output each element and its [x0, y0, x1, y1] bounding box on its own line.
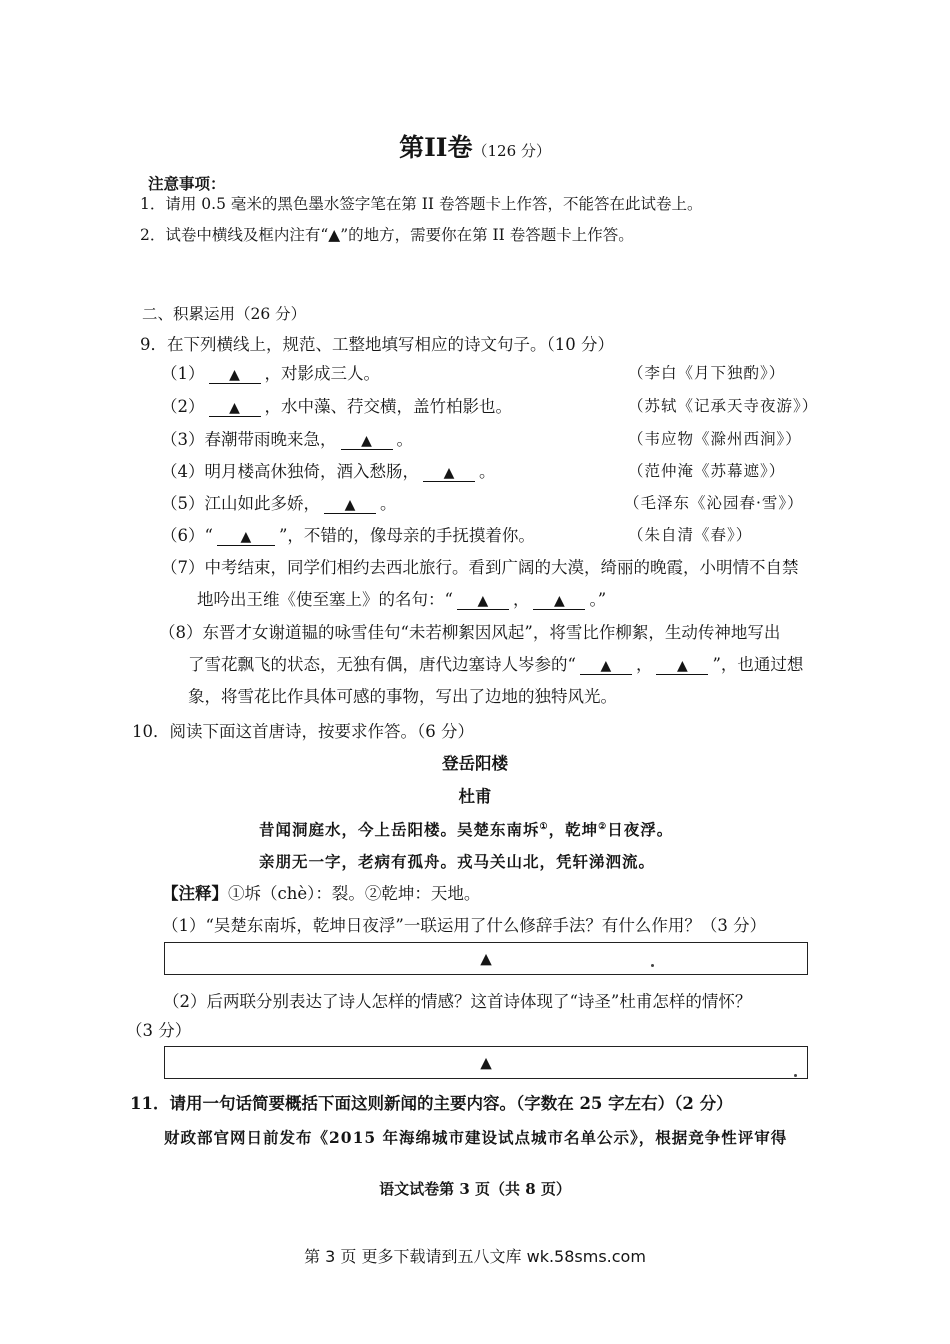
volume-score: （126 分） — [472, 142, 551, 160]
answer-blank[interactable]: ▲ — [209, 398, 261, 417]
question-9-item-8-line-2: 了雪花飘飞的状态，无独有偶，唐代边塞诗人岑参的“ ▲ ， ▲ ”，也通过想 — [188, 655, 804, 674]
scan-speck — [794, 1074, 797, 1077]
answer-blank[interactable]: ▲ — [341, 431, 393, 450]
section-heading: 二、积累运用（26 分） — [142, 305, 307, 323]
question-9-item-5: （5）江山如此多娇， ▲ 。 — [161, 494, 397, 513]
source-5: （毛泽东《沁园春·雪》） — [624, 494, 804, 512]
question-10-sub-2-line-1: （2）后两联分别表达了诗人怎样的情感？这首诗体现了“诗圣”杜甫怎样的情怀？ — [163, 992, 752, 1011]
question-9-item-2: （2） ▲ ，水中藻、荇交横，盖竹柏影也。 — [161, 397, 512, 416]
question-11-text: 财政部官网日前发布《2015 年海绵城市建设试点城市名单公示》，根据竞争性评审得 — [164, 1128, 788, 1147]
source-3: （韦应物《滁州西涧》） — [628, 430, 802, 448]
answer-box-10-2[interactable]: ▲ — [164, 1046, 808, 1079]
question-9-item-8-line-3: 象，将雪花比作具体可感的事物，写出了边地的独特风光。 — [188, 687, 617, 706]
source-6: （朱自清《春》） — [628, 526, 753, 544]
question-10-sub-2-line-2: （3 分） — [126, 1021, 192, 1040]
scan-speck — [651, 964, 654, 967]
answer-blank[interactable]: ▲ — [324, 495, 376, 514]
poem-notes: 【注释】①坼（chè）：裂。②乾坤：天地。 — [162, 884, 481, 903]
notice-heading: 注意事项： — [148, 174, 226, 193]
notice-item-2: 2．试卷中横线及框内注有“▲”的地方，需要你在第 II 卷答题卡上作答。 — [140, 226, 634, 244]
question-9-item-1: （1） ▲ ，对影成三人。 — [161, 364, 380, 383]
poem-line-2: 亲朋无一字，老病有孤舟。戎马关山北，凭轩涕泗流。 — [259, 852, 656, 871]
footnote-mark-2: ② — [598, 821, 608, 832]
question-10-sub-1: （1）“吴楚东南坼，乾坤日夜浮”一联运用了什么修辞手法？有什么作用？（3 分） — [162, 916, 767, 935]
poem-title: 登岳阳楼 — [442, 754, 508, 773]
question-9-item-7-line-1: （7）中考结束，同学们相约去西北旅行。看到广阔的大漠，绮丽的晚霞，小明情不自禁 — [161, 558, 799, 577]
source-4: （范仲淹《苏幕遮》） — [628, 462, 786, 480]
question-9-item-8-line-1: （8）东晋才女谢道韫的咏雪佳句“未若柳絮因风起”，将雪比作柳絮，生动传神地写出 — [159, 623, 781, 642]
question-11-stem: 11．请用一句话简要概括下面这则新闻的主要内容。（字数在 25 字左右）（2 分） — [130, 1094, 733, 1113]
question-10-stem: 10．阅读下面这首唐诗，按要求作答。（6 分） — [132, 722, 474, 741]
answer-blank[interactable]: ▲ — [457, 591, 509, 610]
answer-blank[interactable]: ▲ — [533, 591, 585, 610]
answer-box-10-1[interactable]: ▲ — [164, 942, 808, 975]
question-9-item-6: （6）“ ▲ ”，不错的，像母亲的手抚摸着你。 — [161, 526, 535, 545]
page-footer: 语文试卷第 3 页（共 8 页） — [379, 1180, 571, 1198]
volume-title — [0, 128, 950, 164]
question-9-item-3: （3）春潮带雨晚来急， ▲ 。 — [161, 430, 413, 449]
volume-title-text: 第II卷 — [399, 133, 473, 162]
source-1: （李白《月下独酌》） — [628, 364, 786, 382]
answer-blank[interactable]: ▲ — [423, 463, 475, 482]
footnote-mark-1: ① — [539, 821, 549, 832]
answer-blank[interactable]: ▲ — [209, 365, 261, 384]
poem-line-1: 昔闻洞庭水，今上岳阳楼。吴楚东南坼①，乾坤②日夜浮。 — [259, 820, 674, 839]
answer-blank[interactable]: ▲ — [656, 656, 708, 675]
question-9-stem: 9．在下列横线上，规范、工整地填写相应的诗文句子。（10 分） — [140, 335, 614, 354]
poem-author: 杜甫 — [458, 787, 492, 806]
source-2: （苏轼《记承天寺夜游》） — [628, 397, 819, 415]
download-credit: 第 3 页 更多下载请到五八文库 wk.58sms.com — [304, 1247, 646, 1266]
question-9-item-7-line-2: 地吟出王维《使至塞上》的名句：“ ▲ ， ▲ 。” — [197, 590, 607, 609]
question-9-item-4: （4）明月楼高休独倚，酒入愁肠， ▲ 。 — [161, 462, 496, 481]
notice-item-1: 1．请用 0.5 毫米的黑色墨水签字笔在第 II 卷答题卡上作答，不能答在此试卷上。 — [140, 195, 703, 213]
answer-blank[interactable]: ▲ — [217, 527, 275, 546]
answer-blank[interactable]: ▲ — [580, 656, 632, 675]
